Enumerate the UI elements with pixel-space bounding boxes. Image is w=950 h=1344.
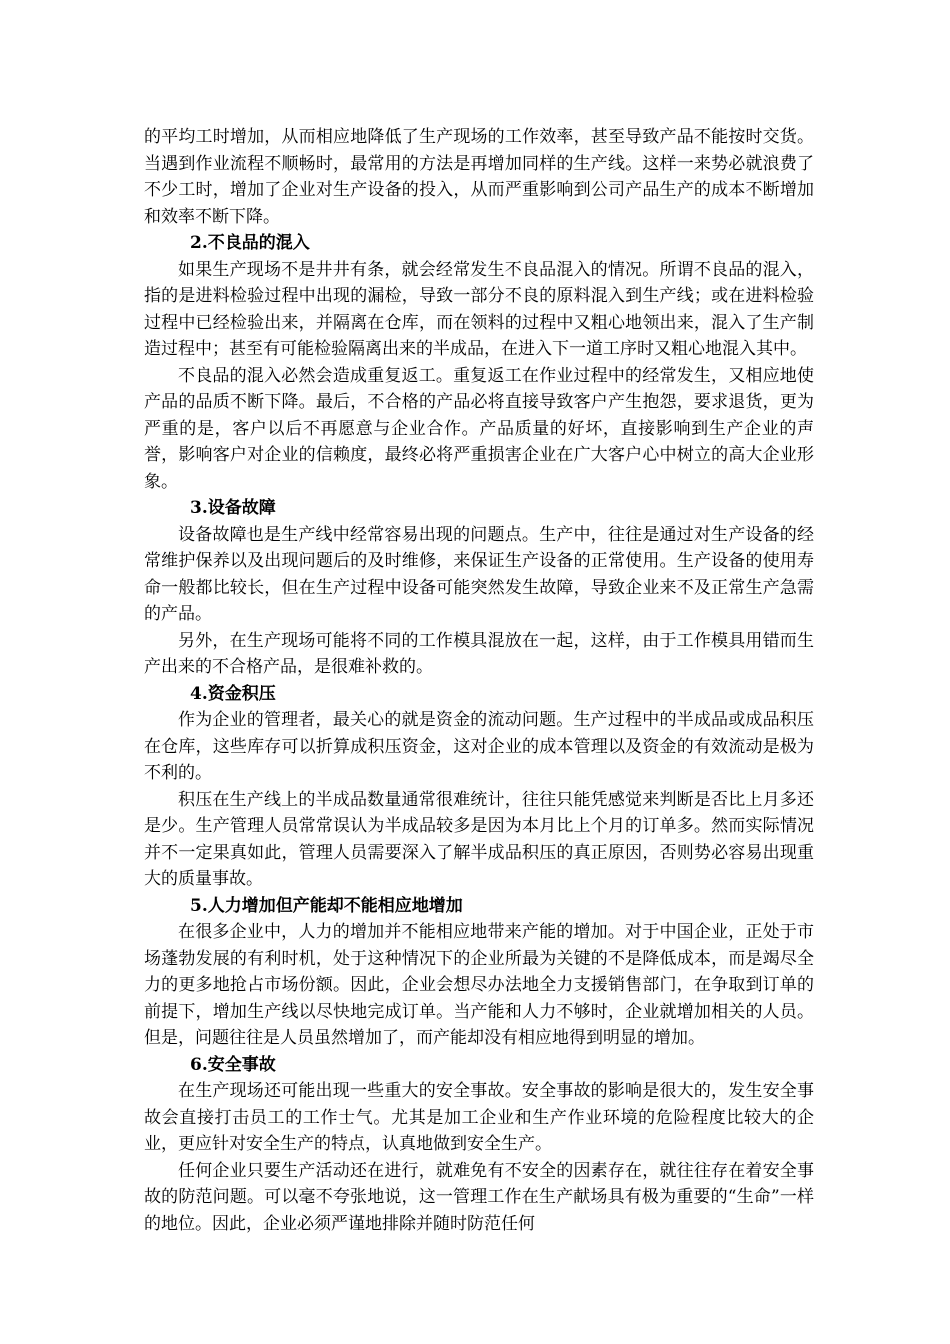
body-paragraph: 积压在生产线上的半成品数量通常很难统计，往往只能凭感觉来判断是否比上月多还是少。生产管理人员常常误认为半成品较多是因为本月比上个月的订单多。然而实际情况并不一定果真如此，管理人员需要深入了解半成品积压的真正原因，否则势必容易出现重大的质量事故。 — [144, 789, 814, 889]
section-heading: 3.设备故障 — [190, 498, 276, 518]
document-page — [144, 124, 814, 1237]
body-paragraph: 作为企业的管理者，最关心的就是资金的流动问题。生产过程中的半成品或成品积压在仓库，这些库存可以折算成积压资金，这对企业的成本管理以及资金的有效流动是极为不利的。 — [144, 710, 814, 783]
body-paragraph: 在很多企业中，人力的增加并不能相应地带来产能的增加。对于中国企业，正处于市场蓬勃发展的有利时机，处于这种情况下的企业所最为关键的不是降低成本，而是竭尽全力的更多地抢占市场份额。因此，企业会想尽办法地全力支援销售部门，在争取到订单的前提下，增加生产线以尽快地完成订单。当产能和人力不够时，企业就增加相关的人员。但是，问题往往是人员虽然增加了，而产能却没有相应地得到明显的增加。 — [144, 922, 814, 1048]
body-paragraph: 设备故障也是生产线中经常容易出现的问题点。生产中，往往是通过对生产设备的经常维护保养以及出现问题后的及时维修，来保证生产设备的正常使用。生产设备的使用寿命一般都比较长，但在生产过程中设备可能突然发生故障，导致企业来不及正常生产急需的产品。 — [144, 524, 814, 624]
body-paragraph: 不良品的混入必然会造成重复返工。重复返工在作业过程中的经常发生，又相应地使产品的品质不断下降。最后，不合格的产品必将直接导致客户产生抱怨，要求退货，更为严重的是，客户以后不再愿意与企业合作。产品质量的好坏，直接影响到生产企业的声誉，影响客户对企业的信赖度，最终必将严重损害企业在广大客户心中树立的高大企业形象。 — [144, 365, 814, 492]
section-heading: 6.安全事故 — [190, 1054, 276, 1075]
body-paragraph: 任何企业只要生产活动还在进行，就难免有不安全的因素存在，就往往存在着安全事故的防范问题。可以毫不夸张地说，这一管理工作在生产献场具有极为重要的“生命”一样的地位。因此，企业必须严谨地排除并随时防范任何 — [144, 1160, 814, 1234]
body-paragraph: 另外，在生产现场可能将不同的工作模具混放在一起，这样，由于工作模具用错而生产出来的不合格产品，是很难补救的。 — [144, 630, 814, 677]
section-heading: 4.资金积压 — [190, 683, 276, 704]
section-heading: 2.不良品的混入 — [190, 233, 310, 253]
section-heading: 5.人力增加但产能却不能相应地增加 — [190, 895, 463, 916]
body-paragraph: 的平均工时增加，从而相应地降低了生产现场的工作效率，甚至导致产品不能按时交货。当遇到作业流程不顺畅时，最常用的方法是再增加同样的生产线。这样一来势必就浪费了不少工时，增加了企业对生产设备的投入，从而严重影响到公司产品生产的成本不断增加和效率不断下降。 — [144, 127, 814, 227]
body-paragraph: 如果生产现场不是井井有条，就会经常发生不良品混入的情况。所谓不良品的混入，指的是进料检验过程中出现的漏检，导致一部分不良的原料混入到生产线；或在进料检验过程中已经检验出来，并隔离在仓库，而在领料的过程中又粗心地领出来，混入了生产制造过程中；甚至有可能检验隔离出来的半成品，在进入下一道工序时又粗心地混入其中。 — [144, 259, 814, 359]
body-paragraph: 在生产现场还可能出现一些重大的安全事故。安全事故的影响是很大的，发生安全事故会直接打击员工的工作士气。尤其是加工企业和生产作业环境的危险程度比较大的企业，更应针对安全生产的特点，认真地做到安全生产。 — [144, 1081, 814, 1154]
